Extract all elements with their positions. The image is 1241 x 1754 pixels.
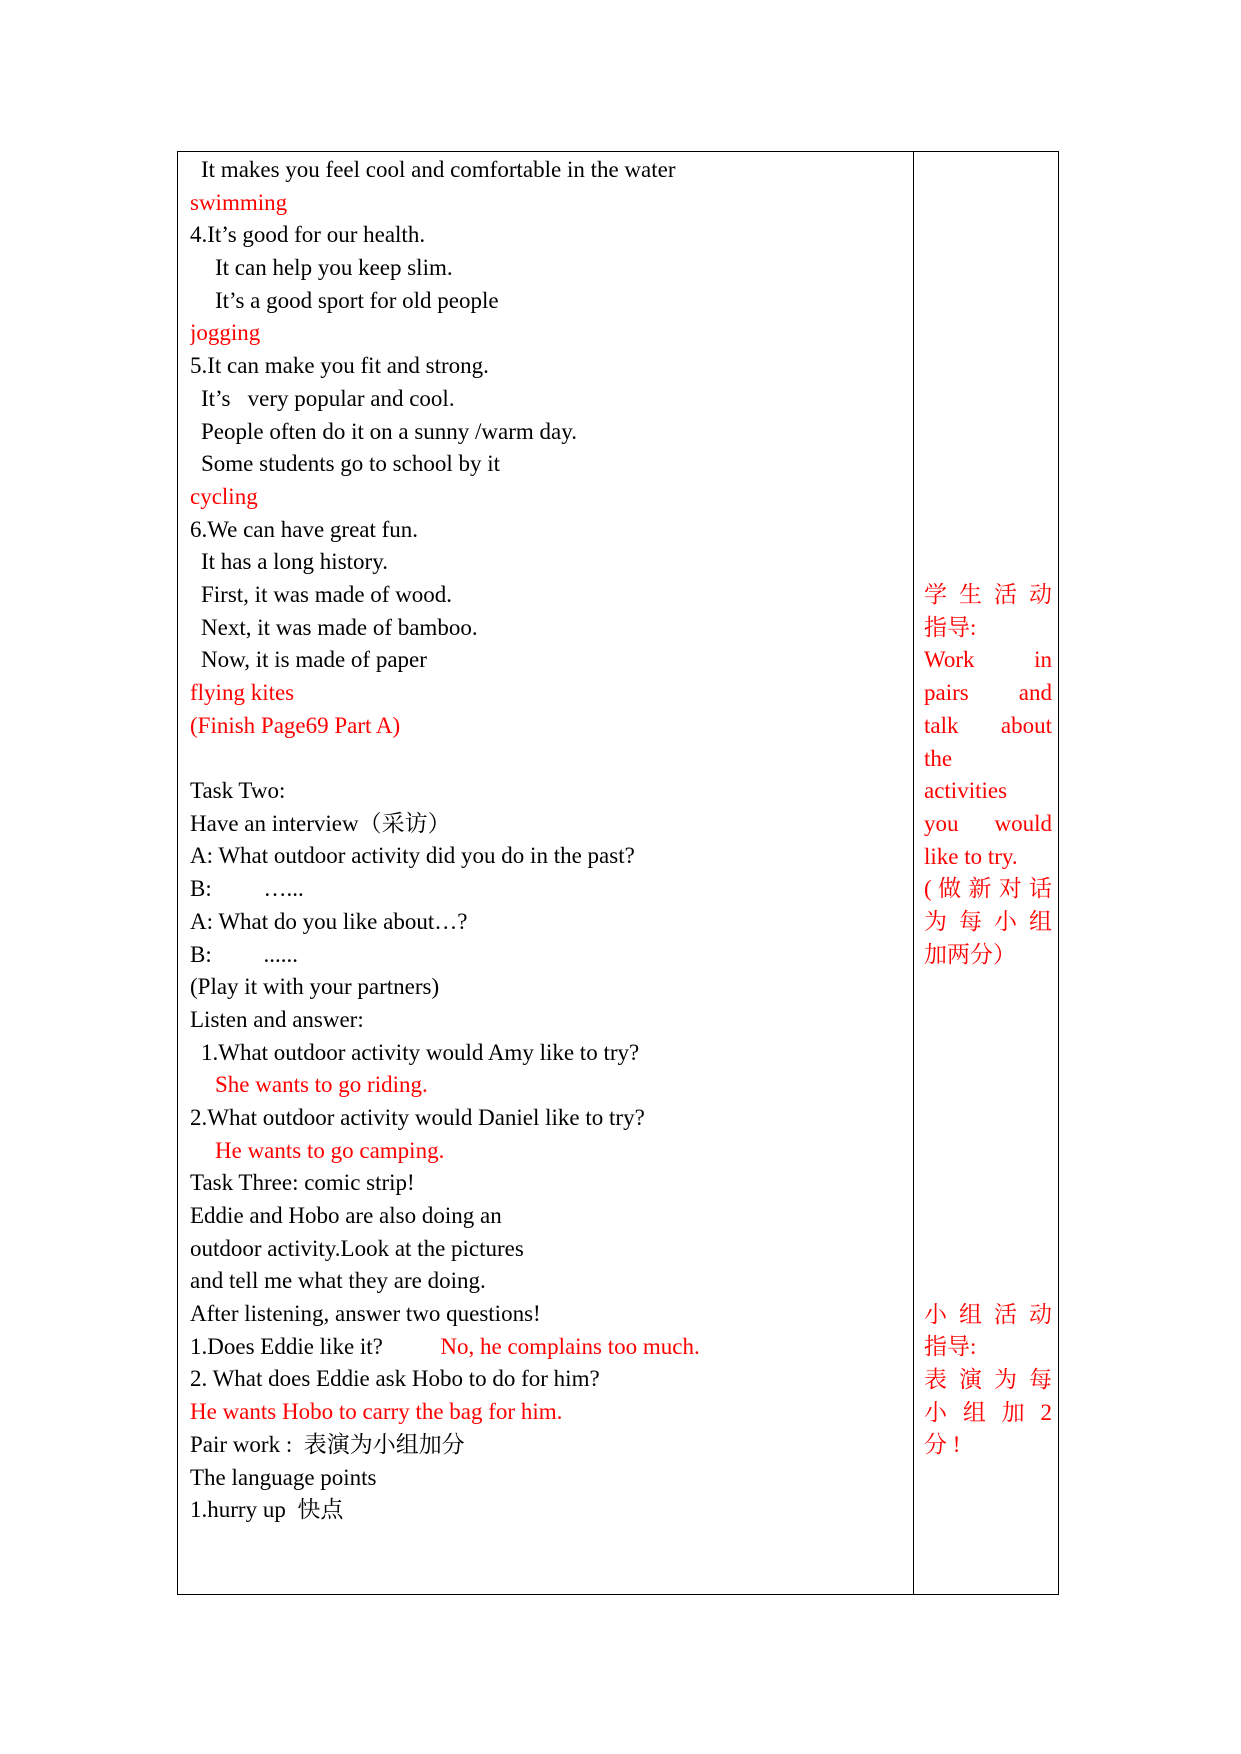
line-text: It has a long history.	[201, 549, 388, 575]
content-line	[190, 939, 905, 972]
line-text: Pair work : 表演为小组加分	[190, 1431, 465, 1457]
line-text: He wants Hobo to carry the bag for him.	[190, 1399, 563, 1425]
guidance-line: ( 做 新 对 话	[924, 876, 1052, 902]
guidance-line: 分 !	[924, 1432, 961, 1458]
line-text: First, it was made of wood.	[201, 581, 453, 607]
line-text: B: ......	[190, 941, 298, 967]
content-line	[190, 677, 905, 710]
guidance-line: Work in	[924, 647, 1052, 673]
line-text: (Finish Page69 Part A)	[190, 712, 401, 738]
line-text: Task Three: comic strip!	[190, 1170, 415, 1196]
line-text: Listen and answer:	[190, 1006, 364, 1032]
content-line	[190, 1069, 905, 1102]
content-line	[190, 840, 905, 873]
content-line	[190, 317, 905, 350]
content-line	[190, 383, 905, 416]
content-line	[190, 1200, 905, 1233]
line-text: A: What outdoor activity did you do in the past?	[190, 843, 635, 869]
content-line	[190, 971, 905, 1004]
content-line	[190, 1102, 905, 1135]
guidance-note	[924, 1299, 1052, 1462]
line-text: jogging	[190, 320, 261, 346]
content-line	[190, 546, 905, 579]
content-line	[190, 1233, 905, 1266]
line-text: cycling	[190, 483, 258, 509]
guidance-line: 加两分）	[924, 941, 1016, 967]
content-line	[190, 1135, 905, 1168]
guidance-line: you would	[924, 810, 1052, 836]
line-text: and tell me what they are doing.	[190, 1268, 486, 1294]
line-text: It’s a good sport for old people	[215, 287, 499, 313]
line-text: After listening, answer two questions!	[190, 1301, 541, 1327]
line-text: 1.What outdoor activity would Amy like to try?	[201, 1039, 640, 1065]
guidance-line: 学 生 活 动	[924, 582, 1052, 608]
content-line	[190, 1363, 905, 1396]
line-text: It’s very popular and cool.	[201, 385, 455, 411]
guidance-line: 小 组 活 动	[924, 1301, 1052, 1327]
content-line	[190, 154, 905, 187]
line-text: Next, it was made of bamboo.	[201, 614, 478, 640]
content-line	[190, 775, 905, 808]
guidance-line: talk about	[924, 712, 1052, 738]
line-text: 4.It’s good for our health.	[190, 222, 426, 248]
content-line	[190, 1331, 905, 1364]
line-text: 1.Does Eddie like it?	[190, 1333, 441, 1359]
line-text: flying kites	[190, 680, 295, 705]
content-line	[190, 219, 905, 252]
line-text: It makes you feel cool and comfortable in the water	[201, 157, 676, 182]
line-text: 6.We can have great fun.	[190, 516, 419, 542]
line-text: B: …...	[190, 876, 304, 902]
guidance-line: the	[924, 745, 953, 771]
line-text: 5.It can make you fit and strong.	[190, 353, 489, 379]
content-line	[190, 579, 905, 612]
content-line	[190, 1037, 905, 1070]
content-line	[190, 612, 905, 645]
lesson-table	[177, 151, 1059, 1595]
line-text: She wants to go riding.	[215, 1072, 428, 1098]
line-text: (Play it with your partners)	[190, 974, 440, 1000]
lesson-content-column	[190, 154, 905, 1527]
line-text: He wants to go camping.	[215, 1137, 445, 1163]
content-line	[190, 1462, 905, 1495]
guidance-line: 小 组 加 2	[924, 1399, 1052, 1425]
guidance-line: 指导:	[924, 614, 977, 640]
line-text: Some students go to school by it	[201, 451, 500, 477]
answer-text: No, he complains too much.	[440, 1333, 700, 1359]
line-text: It can help you keep slim.	[215, 255, 453, 281]
line-text: Eddie and Hobo are also doing an	[190, 1203, 502, 1228]
guidance-note	[924, 579, 1052, 971]
line-text: 1.hurry up 快点	[190, 1497, 344, 1523]
line-text: swimming	[190, 189, 288, 215]
line-text: outdoor activity.Look at the pictures	[190, 1235, 524, 1261]
guidance-line: pairs and	[924, 680, 1052, 706]
line-text: People often do it on a sunny /warm day.	[201, 418, 578, 444]
content-line	[190, 906, 905, 939]
content-line	[190, 808, 905, 841]
line-text: Now, it is made of paper	[201, 647, 427, 673]
content-line	[190, 1429, 905, 1462]
content-line	[190, 1265, 905, 1298]
guidance-line: activities	[924, 778, 1008, 804]
line-text: Task Two:	[190, 778, 286, 804]
content-line	[190, 481, 905, 514]
content-line	[190, 1167, 905, 1200]
content-line	[190, 644, 905, 677]
guidance-line: 表 演 为 每	[924, 1366, 1052, 1392]
content-line	[190, 514, 905, 547]
content-line	[190, 873, 905, 906]
guidance-line: 指导:	[924, 1334, 977, 1360]
content-line	[190, 416, 905, 449]
guidance-line: like to try.	[924, 843, 1018, 869]
guidance-line: 为 每 小 组	[924, 908, 1052, 934]
content-line	[190, 187, 905, 220]
line-text: A: What do you like about…?	[190, 908, 468, 934]
blank-line	[190, 742, 905, 775]
line-text: 2.What outdoor activity would Daniel like to try?	[190, 1104, 645, 1130]
content-line	[190, 1298, 905, 1331]
content-line	[190, 350, 905, 383]
line-text: The language points	[190, 1464, 377, 1490]
content-line	[190, 1494, 905, 1527]
content-line	[190, 285, 905, 318]
content-line	[190, 448, 905, 481]
content-line	[190, 1004, 905, 1037]
line-text: Have an interview（采访）	[190, 810, 451, 836]
content-line	[190, 1396, 905, 1429]
content-line	[190, 252, 905, 285]
column-divider	[913, 152, 914, 1594]
line-text: 2. What does Eddie ask Hobo to do for him?	[190, 1366, 600, 1392]
content-line	[190, 710, 905, 743]
